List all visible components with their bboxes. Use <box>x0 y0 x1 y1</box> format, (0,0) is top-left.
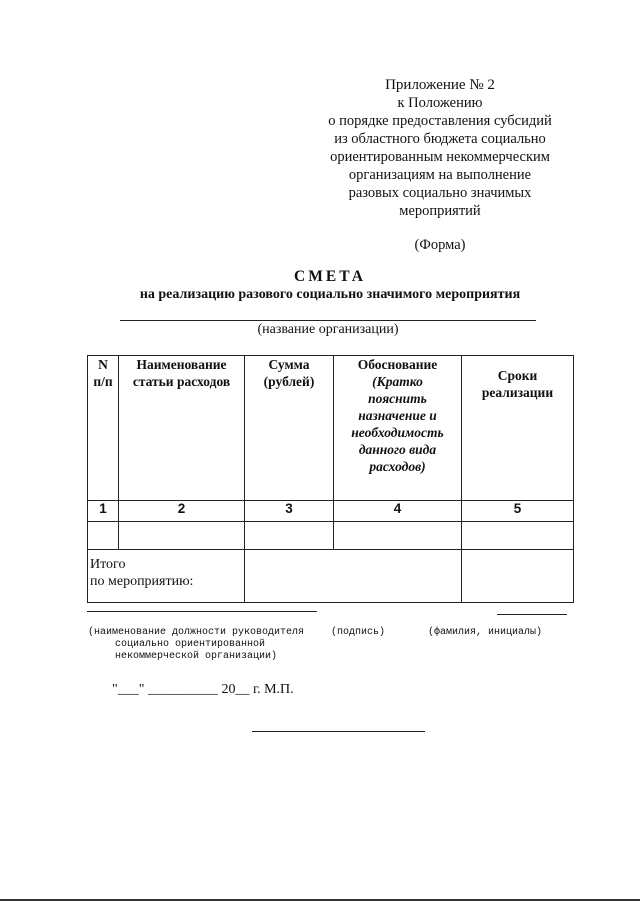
date-line: "___" __________ 20__ г. М.П. <box>112 682 294 697</box>
appendix-line: ориентированным некоммерческим <box>330 149 550 165</box>
scan-edge <box>0 899 640 901</box>
appendix-line: мероприятий <box>399 203 481 219</box>
header-num: N п/п <box>88 356 119 501</box>
header-item-name: Наименование статьи расходов <box>119 356 245 501</box>
document-title: СМЕТА <box>294 268 366 285</box>
table-row <box>88 522 574 550</box>
year-field: 20__ г. <box>221 682 261 697</box>
stamp-label: М.П. <box>264 682 294 697</box>
total-terms-cell <box>462 550 574 603</box>
appendix-line: о порядке предоставления субсидий <box>328 113 552 129</box>
organization-caption: (название организации) <box>257 322 399 337</box>
header-terms: Сроки реализации <box>462 356 574 501</box>
position-caption: (наименование должности руководителя социально ориентированной некоммерческой организации) <box>88 627 305 662</box>
day-blank: ___ <box>117 682 139 697</box>
month-blank: __________ <box>147 682 218 697</box>
table-cell <box>334 522 462 550</box>
column-number: 5 <box>462 501 574 522</box>
signature-caption: (подпись) <box>331 627 386 638</box>
header-basis: Обоснование (Кратко пояснить назначение и необходимость данного вида расходов) <box>334 356 462 501</box>
column-number: 1 <box>88 501 119 522</box>
estimate-table <box>87 355 574 603</box>
column-number-row <box>88 501 574 522</box>
bottom-line <box>252 731 425 732</box>
total-sum-cell <box>245 550 462 603</box>
total-label: Итого по мероприятию: <box>88 550 245 603</box>
form-label: (Форма) <box>414 237 466 253</box>
column-number: 3 <box>245 501 334 522</box>
column-number: 2 <box>119 501 245 522</box>
organization-name-line <box>120 320 536 321</box>
appendix-line: к Положению <box>397 95 483 111</box>
appendix-title: Приложение № 2 <box>385 77 495 93</box>
appendix-heading <box>300 76 580 254</box>
table-cell <box>119 522 245 550</box>
appendix-line: из областного бюджета социально <box>334 131 546 147</box>
total-row <box>88 550 574 603</box>
document-subtitle: на реализацию разового социально значимого мероприятия <box>139 287 521 302</box>
table-cell <box>245 522 334 550</box>
name-caption: (фамилия, инициалы) <box>428 627 543 638</box>
appendix-line: организациям на выполнение <box>348 167 532 183</box>
column-number: 4 <box>334 501 462 522</box>
table-cell <box>88 522 119 550</box>
table-cell <box>462 522 574 550</box>
table-header-row <box>88 356 574 501</box>
header-sum: Сумма (рублей) <box>245 356 334 501</box>
appendix-line: разовых социально значимых <box>348 185 532 201</box>
position-signature-line <box>87 611 317 612</box>
name-signature-line <box>497 614 567 615</box>
